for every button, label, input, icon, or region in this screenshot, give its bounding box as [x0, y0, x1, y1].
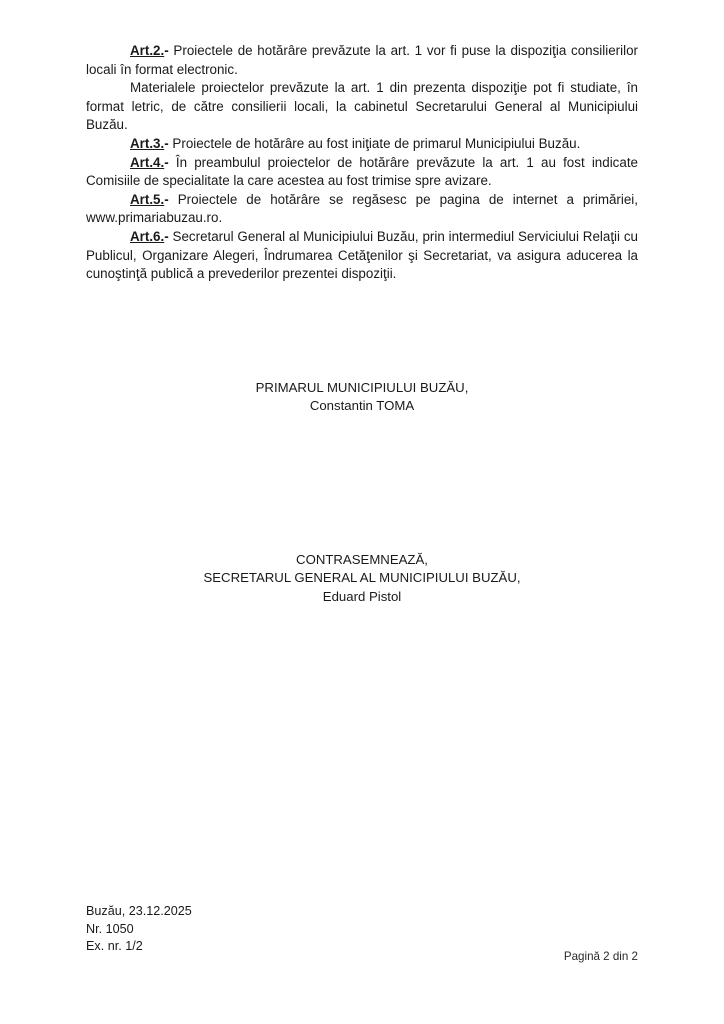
article-text-art-3: Proiectele de hotărâre au fost iniţiate de primarul Municipiului Buzău. [168, 135, 581, 151]
article-text-art-5: Proiectele de hotărâre se regăsesc pe pagina de internet a primăriei, www.primariabuzau.ro. [86, 191, 638, 226]
paragraph-art-2-continuation [86, 79, 638, 135]
article-marker-art-2 [130, 43, 169, 58]
article-marker-dash-art-3: - [164, 135, 169, 151]
paragraph-art-4 [86, 154, 638, 191]
paragraph-art-3 [86, 135, 638, 154]
page-indicator: Pagină 2 din 2 [563, 950, 638, 963]
primar-name: Constantin TOMA [309, 398, 415, 414]
paragraph-art-2 [86, 42, 638, 79]
article-marker-underline-art-5: Art.5. [130, 191, 165, 207]
article-marker-dash-art-2: - [164, 43, 169, 58]
paragraph-art-6 [86, 228, 638, 284]
article-marker-art-6 [130, 229, 169, 244]
footer-place-date: Buzău, 23.12.2025 [86, 904, 192, 918]
article-text-art-2-continuation: Materialele proiectelor prevăzute la art. 1 din prezenta dispoziţie pot fi studiate, în format letric, de către consilierii locali, la cabinetul Secretarului General al Municipiului Buzău. [86, 80, 638, 133]
article-marker-underline-art-2: Art.2. [130, 43, 165, 58]
article-marker-dash-art-5: - [164, 191, 169, 207]
article-marker-dash-art-4: - [164, 154, 169, 170]
article-text-art-2: Proiectele de hotărâre prevăzute la art. 1 vor fi puse la dispoziţia consilierilor locali în format electronic. [86, 43, 638, 77]
article-marker-underline-art-6: Art.6. [130, 228, 165, 244]
paragraph-art-5 [86, 191, 638, 228]
article-text-art-6: Secretarul General al Municipiului Buzău, prin intermediul Serviciului Relaţii cu Publicul, Organizare Alegeri, Îndrumarea Cetăţenilor şi Secretariat, va asigura aducerea la cunoştinţă publică a prevederilor prezentei dispoziţii. [86, 228, 638, 282]
article-marker-underline-art-4: Art.4. [130, 154, 165, 170]
countersign-title: SECRETARUL GENERAL AL MUNICIPIULUI BUZĂU, [203, 570, 521, 586]
signature-block-primar [0, 379, 724, 416]
article-marker-art-3 [130, 136, 169, 151]
article-marker-art-4 [130, 155, 169, 170]
article-marker-dash-art-6: - [164, 228, 169, 244]
primar-title: PRIMARUL MUNICIPIULUI BUZĂU, [255, 380, 469, 395]
footer-number: Nr. 1050 [86, 921, 134, 936]
countersign-name: Eduard Pistol [322, 588, 402, 604]
article-text-art-4: În preambulul proiectelor de hotărâre prevăzute la art. 1 au fost indicate Comisiile de specialitate la care acestea au fost trimise spre avizare. [86, 154, 638, 189]
footer-copies: Ex. nr. 1/2 [86, 939, 143, 954]
signature-block-countersign [0, 551, 724, 606]
article-marker-art-5 [130, 192, 169, 207]
countersign-label: CONTRASEMNEAZĂ, [296, 552, 428, 567]
footer-details [86, 903, 192, 956]
document-body [86, 42, 638, 284]
article-marker-underline-art-3: Art.3. [130, 135, 165, 151]
